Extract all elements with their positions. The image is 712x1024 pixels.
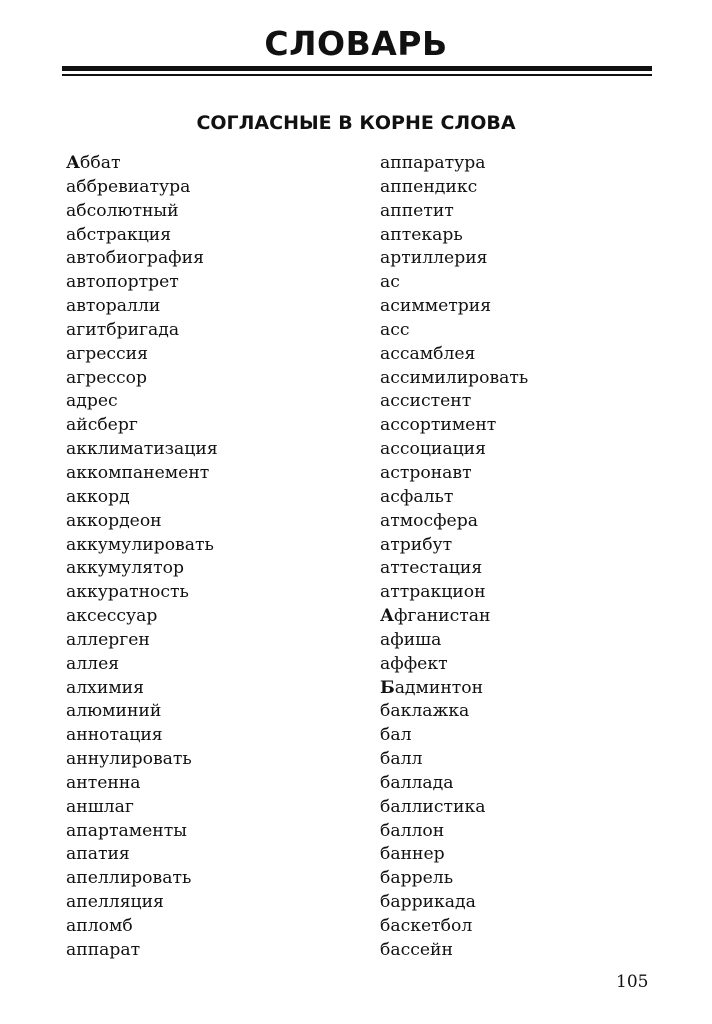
page-number: 105 (616, 972, 649, 992)
word-entry: ассамблея (380, 343, 476, 364)
word-entry: ассистент (380, 391, 472, 412)
word-entry: абсолютный (66, 200, 179, 221)
word-entry: аншлаг (66, 796, 134, 817)
word-entry: аккордеон (66, 510, 162, 531)
title-rule-thick (62, 66, 652, 71)
word-entry: апатия (66, 844, 130, 865)
word-entry: абстракция (66, 224, 172, 245)
word-entry: аппарат (66, 939, 141, 960)
word-entry: автобиография (66, 248, 204, 269)
section-title: СОГЛАСНЫЕ В КОРНЕ СЛОВА (196, 112, 516, 134)
word-entry: алюминий (66, 701, 162, 722)
word-entry: аппендикс (380, 176, 478, 197)
word-entry: апеллировать (66, 868, 192, 889)
word-column-right (380, 152, 528, 963)
word-entry: асфальт (380, 486, 454, 507)
word-entry: антенна (66, 772, 141, 793)
word-entry: атрибут (380, 534, 453, 555)
word-entry: аксессуар (66, 606, 158, 627)
word-entry: аттестация (380, 558, 483, 579)
word-entry: атмосфера (380, 510, 478, 531)
word-entry: баллон (380, 820, 445, 841)
word-entry: адрес (66, 391, 118, 412)
word-entry: айсберг (66, 415, 138, 436)
word-entry: акклиматизация (66, 439, 218, 460)
word-entry: аннотация (66, 725, 163, 746)
word-entry: апартаменты (66, 820, 187, 841)
word-entry: ассортимент (380, 415, 497, 436)
word-column-left (66, 152, 218, 963)
title-rule-thin (62, 74, 652, 76)
word-entry: асимметрия (380, 296, 492, 317)
word-entry: балл (380, 749, 423, 770)
word-entry: агитбригада (66, 319, 180, 340)
word-entry: Афганистан (380, 606, 491, 627)
word-entry: аппаратура (380, 153, 486, 173)
word-entry: апломб (66, 916, 133, 936)
word-entry: алхимия (66, 677, 144, 698)
word-entry: аккумулятор (66, 558, 184, 579)
word-entry: баллистика (380, 796, 486, 817)
word-entry: ассоциация (380, 439, 486, 460)
word-entry: аллерген (66, 629, 150, 650)
word-entry: баллада (380, 772, 454, 793)
word-entry: авторалли (66, 296, 161, 317)
word-entry: Бадминтон (380, 677, 484, 698)
word-entry: аккорд (66, 486, 130, 507)
word-entry: ас (380, 272, 400, 293)
word-entry: асс (380, 319, 410, 340)
word-entry: аккумулировать (66, 534, 214, 555)
word-entry: Аббат (66, 153, 121, 173)
word-entry: аллея (66, 653, 120, 674)
word-entry: ассимилировать (380, 367, 529, 388)
word-entry: аттракцион (380, 582, 486, 603)
word-entry: баскетбол (380, 916, 473, 936)
word-entry: баклажка (380, 701, 470, 722)
word-entry: аккомпанемент (66, 462, 210, 483)
page-title: СЛОВАРЬ (264, 24, 448, 63)
word-entry: аббревиатура (66, 176, 191, 197)
word-entry: аннулировать (66, 749, 192, 770)
word-entry: артиллерия (380, 248, 488, 269)
word-entry: апелляция (66, 892, 164, 913)
word-entry: бал (380, 725, 412, 746)
word-entry: аффект (380, 653, 448, 674)
word-entry: баннер (380, 844, 445, 865)
word-entry: баррель (380, 868, 454, 889)
word-entry: автопортрет (66, 272, 179, 293)
word-entry: агрессор (66, 367, 148, 388)
word-entry: афиша (380, 629, 442, 650)
word-entry: аппетит (380, 200, 454, 221)
word-entry: агрессия (66, 343, 148, 364)
word-entry: баррикада (380, 892, 476, 913)
word-entry: аккуратность (66, 582, 189, 603)
word-entry: астронавт (380, 462, 472, 483)
word-entry: бассейн (380, 939, 453, 960)
word-entry: аптекарь (380, 224, 463, 245)
